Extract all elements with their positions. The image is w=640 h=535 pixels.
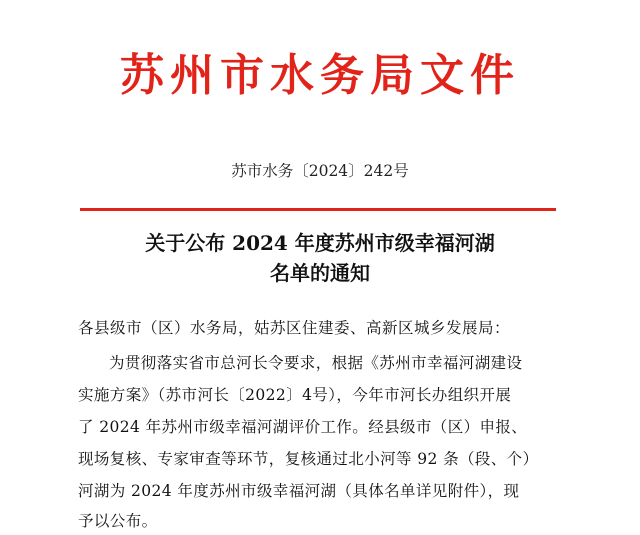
notice-subject — [0, 228, 640, 288]
addressee-line: 各县级市（区）水务局，姑苏区住建委、高新区城乡发展局： — [78, 319, 511, 337]
subject-line-1: 关于公布 2024 年度苏州市级幸福河湖 — [145, 231, 495, 255]
body-line-1: 为贯彻落实省市总河长令要求，根据《苏州市幸福河湖建设 — [109, 354, 523, 372]
body-line-5: 河湖为 2024 年度苏州市级幸福河湖（具体名单详见附件），现 — [78, 482, 520, 500]
body-line-3: 了 2024 年苏州市级幸福河湖评价工作。经县级市（区）申报、 — [78, 418, 528, 436]
red-divider — [80, 208, 556, 211]
body-line-2: 实施方案》（苏市河长〔2022〕4号），今年市河长办组织开展 — [78, 386, 512, 404]
body-line-6: 予以公布。 — [78, 512, 158, 530]
document-number: 苏市水务〔2024〕242号 — [231, 162, 409, 180]
subject-line-2: 名单的通知 — [270, 261, 370, 285]
document-header-title: 苏州市水务局文件 — [120, 50, 520, 101]
body-line-4: 现场复核、专家审查等环节，复核通过北小河等 92 条（段、个） — [78, 450, 539, 468]
